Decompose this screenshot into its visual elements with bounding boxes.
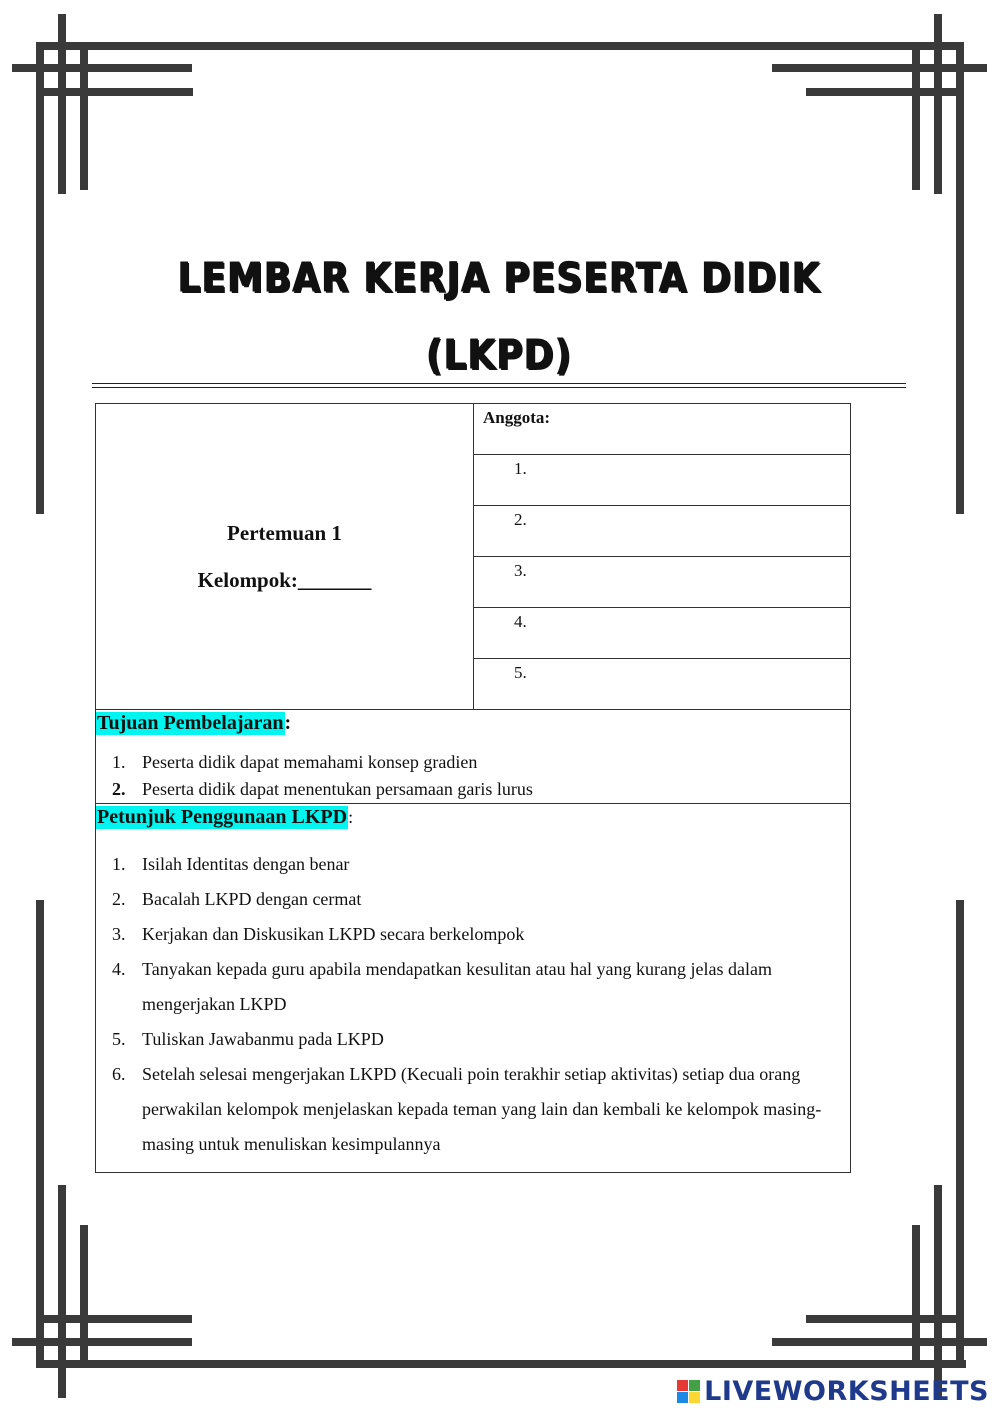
list-item [96, 749, 850, 776]
objectives-colon: : [284, 712, 292, 734]
member-row-4[interactable]: 4. [474, 608, 851, 659]
item-text: Bacalah LKPD dengan cermat [142, 889, 362, 909]
instructions-section [96, 804, 851, 1173]
member-row-1[interactable]: 1. [474, 455, 851, 506]
item-number: 2. [112, 779, 126, 799]
list-item [96, 952, 850, 1022]
item-number: 4. [112, 959, 126, 979]
liveworksheets-icon [677, 1380, 700, 1403]
worksheet-title: LEMBAR KERJA PESERTA DIDIK [177, 254, 822, 303]
objectives-title: Tujuan Pembelajaran [97, 712, 284, 734]
identity-cell [96, 404, 474, 710]
item-number: 2. [112, 889, 126, 909]
member-row-5[interactable]: 5. [474, 659, 851, 710]
item-text: Tuliskan Jawabanmu pada LKPD [142, 1029, 384, 1049]
title-divider-top [92, 383, 906, 384]
logo-square-red [677, 1380, 688, 1391]
list-item [96, 776, 850, 803]
logo-square-blue [677, 1392, 688, 1403]
item-number: 3. [112, 924, 126, 944]
group-field[interactable]: Kelompok:_______ [197, 567, 372, 592]
objectives-list [96, 749, 850, 803]
item-text: Peserta didik dapat menentukan persamaan garis lurus [142, 779, 533, 799]
list-item [96, 847, 850, 882]
item-number: 1. [112, 854, 126, 874]
instructions-title: Petunjuk Penggunaan LKPD [97, 806, 348, 828]
item-text: Setelah selesai mengerjakan LKPD (Kecuali poin terakhir setiap aktivitas) setiap dua orang perwakilan kelompok menjelaskan kepada teman yang lain dan kembali ke kelompok masing-masing untuk menuliskan kesimpulannya [142, 1064, 822, 1154]
item-text: Kerjakan dan Diskusikan LKPD secara berkelompok [142, 924, 525, 944]
members-label: Anggota: [474, 404, 851, 455]
list-item [96, 1057, 850, 1162]
list-item [96, 1022, 850, 1057]
objectives-section [96, 710, 851, 804]
item-text: Tanyakan kepada guru apabila mendapatkan kesulitan atau hal yang kurang jelas dalam mengerjakan LKPD [142, 959, 772, 1014]
list-item [96, 917, 850, 952]
lkpd-table [95, 403, 851, 1173]
item-text: Isilah Identitas dengan benar [142, 854, 350, 874]
logo-square-green [689, 1380, 700, 1391]
meeting-label: Pertemuan 1 [227, 520, 342, 545]
logo-square-yellow [689, 1392, 700, 1403]
worksheet-subtitle: (LKPD) [426, 331, 573, 380]
liveworksheets-logo[interactable] [677, 1376, 989, 1407]
brand-name: LIVEWORKSHEETS [704, 1376, 989, 1407]
instructions-colon: : [348, 807, 354, 827]
instructions-list [96, 847, 850, 1162]
item-number: 6. [112, 1064, 126, 1084]
item-text: Peserta didik dapat memahami konsep gradien [142, 752, 478, 772]
member-row-2[interactable]: 2. [474, 506, 851, 557]
item-number: 5. [112, 1029, 126, 1049]
list-item [96, 882, 850, 917]
member-row-3[interactable]: 3. [474, 557, 851, 608]
title-divider-bottom [92, 387, 906, 388]
item-number: 1. [112, 752, 126, 772]
